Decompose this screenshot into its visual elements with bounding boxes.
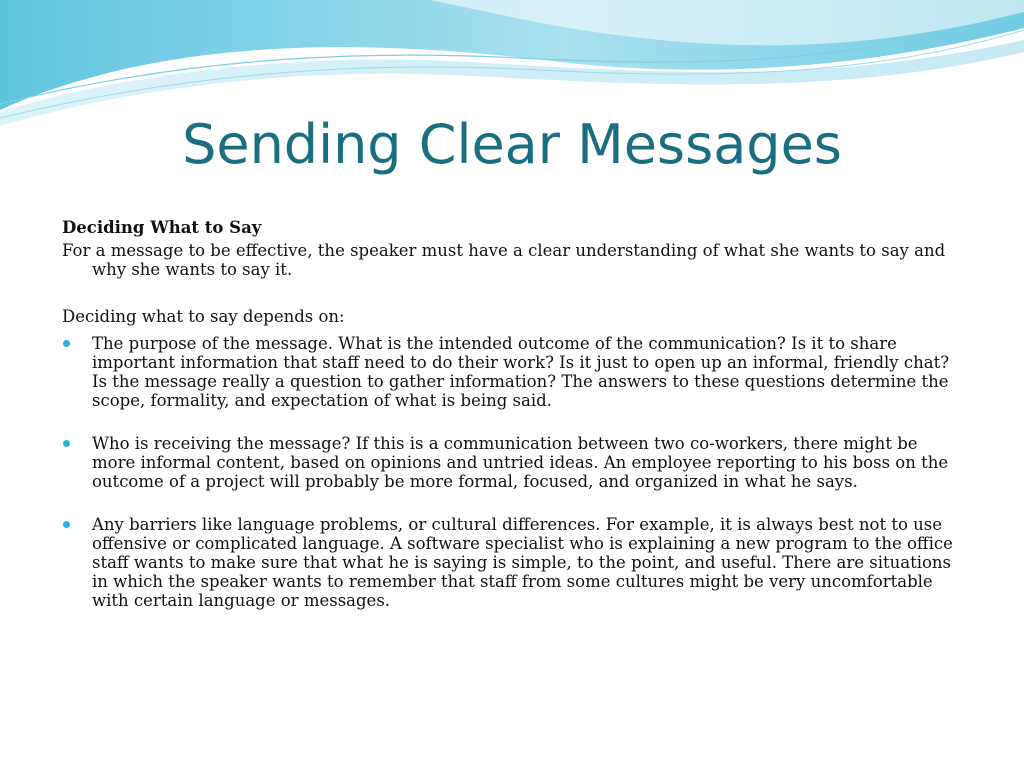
intro-paragraph: For a message to be effective, the speaker must have a clear understanding of what she wants to say and why she wants to say it.: [62, 241, 946, 279]
bullet-list: [62, 334, 962, 610]
slide-title: Sending Clear Messages: [182, 113, 842, 176]
bullet-text: Who is receiving the message? If this is a communication between two co-workers, there might be more informal content, based on opinions and untried ideas. An employee reporting to his boss on the outcome of a project will probably be more formal, focused, and organized in what he says.: [92, 434, 949, 491]
wave-header-decoration: [0, 0, 1024, 130]
section-heading: Deciding What to Say: [62, 218, 262, 237]
depends-on-text: Deciding what to say depends on:: [62, 307, 345, 326]
slide-body: [62, 218, 962, 634]
bullet-item: [62, 434, 962, 491]
bullet-dot-icon: [63, 340, 70, 347]
bullet-text: Any barriers like language problems, or cultural differences. For example, it is always best not to use offensive or complicated language. A software specialist who is explaining a new program to the office staff wants to make sure that what he is saying is simple, to the point, and useful. There are situations in which the speaker wants to remember that staff from some cultures might be very uncomfortable with certain language or messages.: [92, 515, 953, 610]
bullet-dot-icon: [63, 440, 70, 447]
bullet-dot-icon: [63, 521, 70, 528]
bullet-text: The purpose of the message. What is the intended outcome of the communication? Is it to share important information that staff need to do their work? Is it just to open up an informal, friendly chat? Is the message really a question to gather information? The answers to these questions determine the scope, formality, and expectation of what is being said.: [92, 334, 950, 410]
bullet-item: [62, 334, 962, 410]
bullet-item: [62, 515, 962, 610]
